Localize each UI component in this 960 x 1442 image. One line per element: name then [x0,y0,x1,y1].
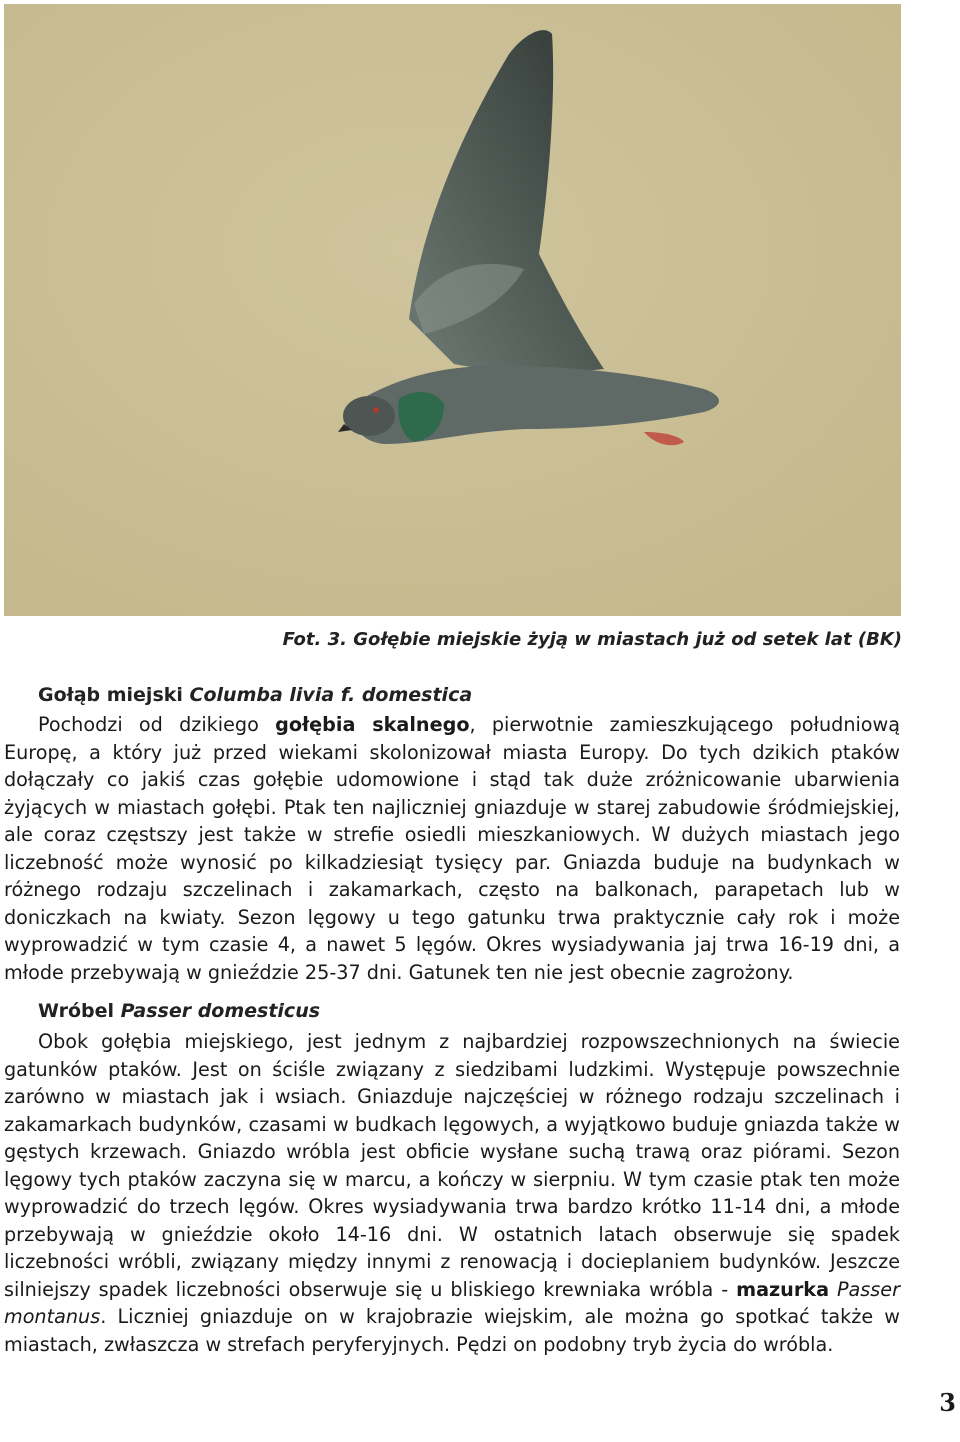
heading-latin-name: Columba livia f. domestica [189,684,473,706]
paragraph-text: , pierwotnie zamieszkującego południową Europę, a który już przed wiekami skolonizował miasta Europy. Do tych dzikich ptaków dołączały co jakiś czas gołębie udomowione i stąd tak duże zróżnicowanie ubarwienia żyjących w miastach gołębi. Ptak ten najliczniej gniazduje w starej zabudowie śródmiejskiej, ale coraz częstszy jest także w strefie osiedli mieszkaniowych. W dużych miastach jego liczebność może wynosić po kilkadziesiąt tysięcy par. Gniazda buduje na budynkach w różnego rodzaju szczelinach i zakamarkach, często na balkonach, parapetach lub w doniczkach na kwiaty. Sezon lęgowy u tego gatunku trwa praktycznie cały rok i może wyprowadzić w tym czasie 4, a nawet 5 lęgów. Okres wysiadywania jaj trwa 16-19 dni, a młode przebywają w gnieździe 25-37 dni. Gatunek ten nie jest obecnie zagrożony. [4,713,901,984]
paragraph-text: Obok gołębia miejskiego, jest jednym z najbardziej rozpowszechnionych na świecie gatunków ptaków. Jest on ściśle związany z siedzibami ludzkimi. Występuje powszechnie zarówno w miastach jak i wsiach. Gniazduje najczęściej w różnego rodzaju szczelinach i zakamarkach budynków, czasami w budkach lęgowych, a wyjątkowo buduje gniazda także w gęstych krzewach. Gniazdo wróbla jest obficie wysłane suchą trawą oraz piórami. Sezon lęgowy tych ptaków zaczyna się w marcu, a kończy w sierpniu. W tym czasie ptak ten może wyprowadzić do trzech lęgów. Okres wysiadywania trwa bardzo krótko 11-14 dni, a młode przebywają w gnieździe około 14-16 dni. W ostatnich latach obserwuje się spadek liczebności wróbli, związany między innymi z renowacją i docieplaniem budynków. Jeszcze silniejszy spadek liczebności obserwuje się u bliskiego krewniaka wróbla - [4,1030,900,1301]
heading-latin-name: Passer domesticus [120,1000,321,1022]
latin-term: Passer montanus [4,1277,900,1328]
section-body-wrobel [4,1028,900,1358]
paragraph-wrobel [4,1028,900,1358]
pigeon-photo [4,4,901,616]
paragraph-text: . Liczniej gniazduje on w krajobrazie wiejskim, ale można go spotkać także w miastach, zwłaszcza w strefach peryferyjnych. Pędzi on podobny tryb życia do wróbla. [4,1305,900,1356]
heading-common-name: Gołąb miejski [38,684,190,706]
heading-common-name: Wróbel [38,1000,121,1022]
section-heading-wrobel [38,1000,320,1022]
paragraph-text: Pochodzi od dzikiego [38,713,276,736]
section-heading-golab [38,684,472,706]
page-number: 3 [939,1388,956,1417]
paragraph-golab [4,711,900,986]
bold-term: gołębia skalnego [275,713,470,736]
section-body-golab [4,711,900,986]
pigeon-in-flight-illustration [4,4,901,616]
bold-term: mazurka [736,1277,830,1301]
photo-caption: Fot. 3. Gołębie miejskie żyją w miastach już od setek lat (BK) [282,629,902,650]
